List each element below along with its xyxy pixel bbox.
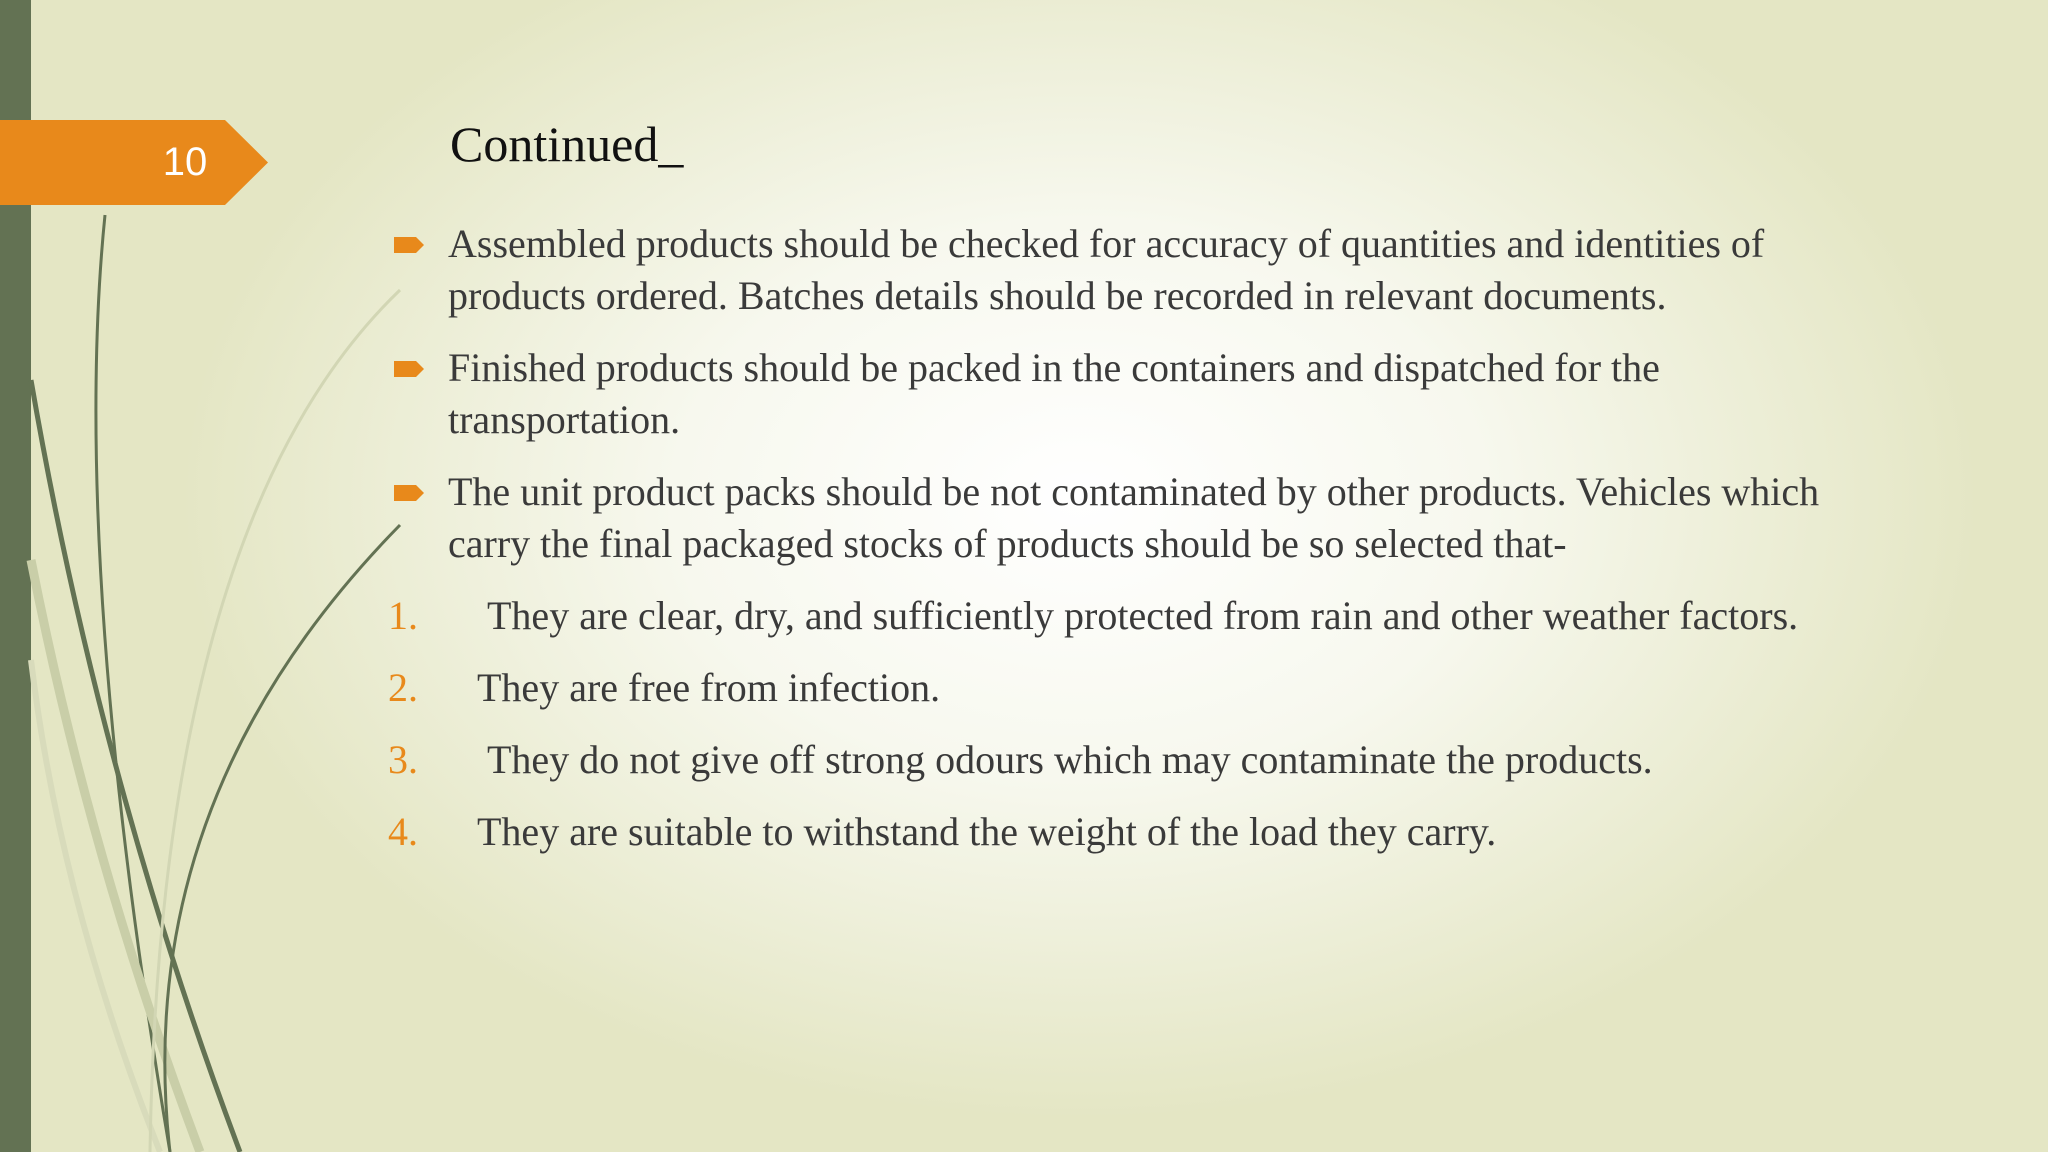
numbered-item bbox=[388, 734, 1888, 786]
item-number: 2. bbox=[388, 665, 418, 710]
item-text: They are suitable to withstand the weight of the load they carry. bbox=[477, 809, 1497, 854]
arrow-bullet-icon bbox=[394, 237, 424, 253]
numbered-item bbox=[388, 590, 1888, 642]
numbered-item bbox=[388, 662, 1888, 714]
slide-content bbox=[388, 218, 1888, 878]
item-text: They are clear, dry, and sufficiently protected from rain and other weather factors. bbox=[477, 593, 1799, 638]
item-text: They do not give off strong odours which may contaminate the products. bbox=[477, 737, 1653, 782]
slide-number-tag bbox=[0, 120, 268, 205]
slide-title: Continued_ bbox=[450, 116, 684, 172]
arrow-bullet-icon bbox=[394, 485, 424, 501]
numbered-item bbox=[388, 806, 1888, 858]
item-number: 1. bbox=[388, 593, 418, 638]
bullet-text: The unit product packs should be not contaminated by other products. Vehicles which carry the final packaged stocks of products should be so selected that- bbox=[448, 469, 1820, 566]
arrow-bullet-icon bbox=[394, 361, 424, 377]
slide-number: 10 bbox=[162, 140, 208, 184]
item-text: They are free from infection. bbox=[477, 665, 941, 710]
bullet-item bbox=[388, 218, 1888, 322]
bullet-item bbox=[388, 342, 1888, 446]
item-number: 4. bbox=[388, 809, 418, 854]
bullet-item bbox=[388, 466, 1888, 570]
item-number: 3. bbox=[388, 737, 418, 782]
bullet-text: Finished products should be packed in the containers and dispatched for the transportation. bbox=[448, 345, 1660, 442]
bullet-text: Assembled products should be checked for accuracy of quantities and identities of products ordered. Batches details should be recorded in relevant documents. bbox=[448, 221, 1765, 318]
